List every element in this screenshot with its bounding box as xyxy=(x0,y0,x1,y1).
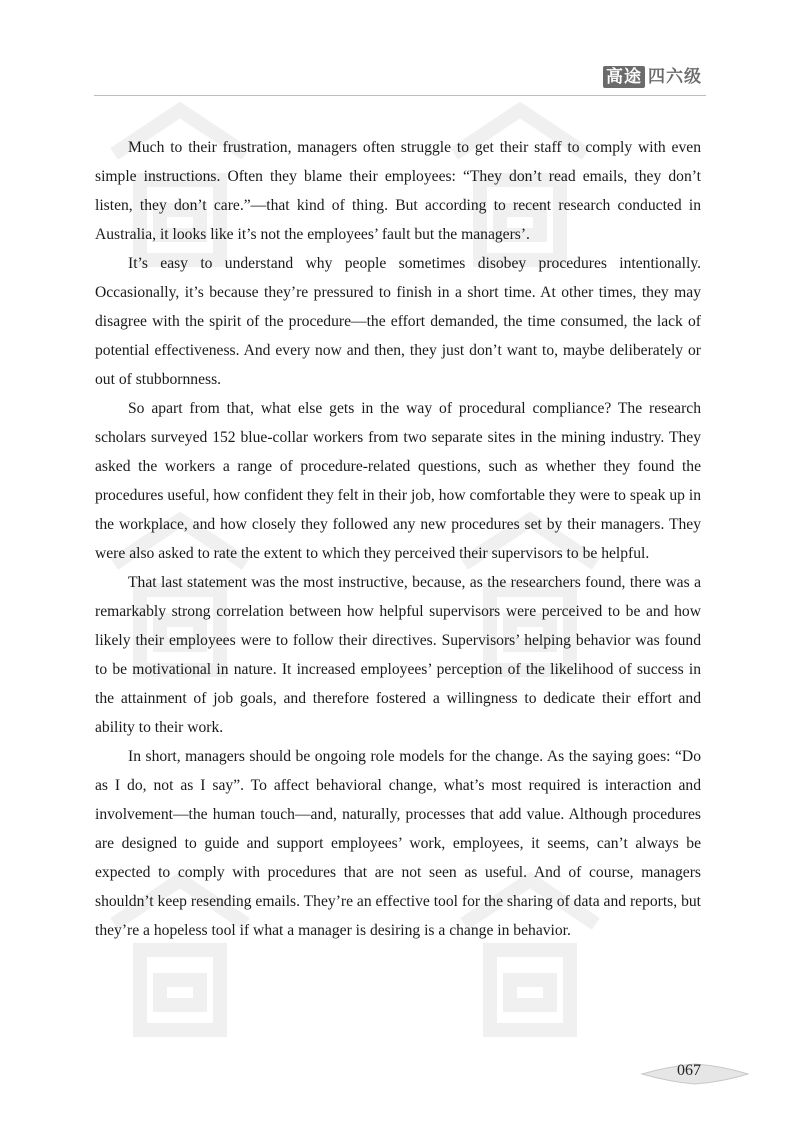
paragraph-2: It’s easy to understand why people sometimes disobey procedures intentionally. Occasionally, it’s because they’re pressured to finish in a short time. At other times, they may disagree with the spirit of the procedure—the effort demanded, the time consumed, the lack of potential effectiveness. And every now and then, they just don’t want to, maybe deliberately or out of stubbornness. xyxy=(95,255,701,388)
paragraph-1: Much to their frustration, managers often struggle to get their staff to comply with even simple instructions. Often they blame their employees: “They don’t read emails, they don’t listen, they don’t care.”—that kind of thing. But according to recent research conducted in Australia, it looks like it’s not the employees’ fault but the managers’. xyxy=(95,139,701,243)
page-number: 067 xyxy=(677,1062,701,1079)
paragraph-3: So apart from that, what else gets in the way of procedural compliance? The research scholars surveyed 152 blue-collar workers from two separate sites in the mining industry. They asked the workers a range of procedure-related questions, such as whether they found the procedures useful, how confident they felt in their job, how comfortable they were to speak up in the workplace, and how closely they followed any new procedures set by their managers. They were also asked to rate the extent to which they perceived their supervisors to be helpful. xyxy=(95,400,701,562)
paragraph-5: In short, managers should be ongoing role models for the change. As the saying goes: “Do as I do, not as I say”. To affect behavioral change, what’s most required is interaction and involvement—the human touch—and, naturally, processes that add value. Although procedures are designed to guide and support employees’ work, employees, it seems, can’t always be expected to comply with procedures that are not seen as useful. And of course, managers shouldn’t keep resending emails. They’re an effective tool for the sharing of data and reports, but they’re a hopeless tool if what a manager is desiring is a change in behavior. xyxy=(95,748,701,939)
brand-logo xyxy=(603,66,702,88)
header-divider xyxy=(94,95,706,96)
brand-logo-main: 高途 xyxy=(603,66,645,88)
paragraph-4: That last statement was the most instructive, because, as the researchers found, there was a remarkably strong correlation between how helpful supervisors were perceived to be and how likely their employees were to follow their directives. Supervisors’ helping behavior was found to be motivational in nature. It increased employees’ perception of the likelihood of success in the attainment of job goals, and therefore fostered a willingness to dedicate their effort and ability to their work. xyxy=(95,574,701,736)
brand-logo-sub: 四六级 xyxy=(648,67,702,87)
page-number-badge xyxy=(640,1060,750,1088)
article-body xyxy=(95,133,701,945)
